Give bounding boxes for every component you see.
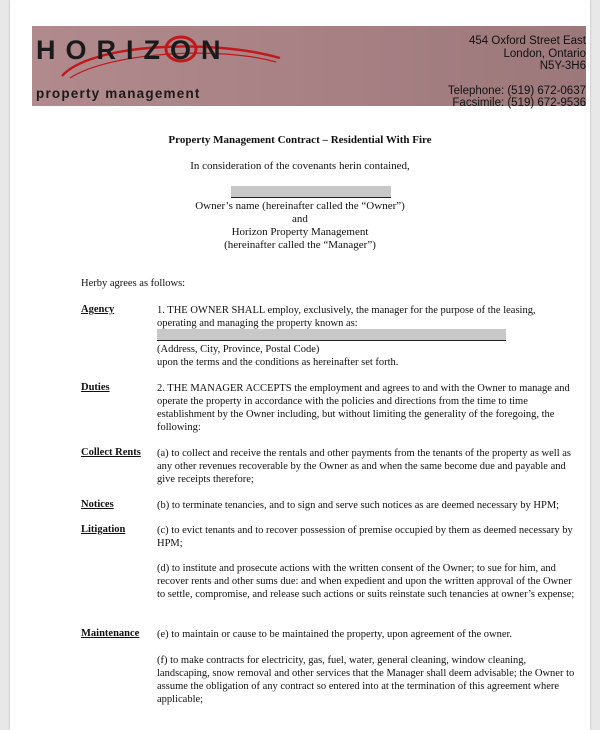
address-city: London, Ontario (503, 47, 586, 60)
intro-and: and (292, 213, 308, 225)
document-title: Property Management Contract – Residential With Fire (168, 134, 432, 146)
section-label-agency: Agency (81, 304, 115, 315)
maintenance-text-f: (f) to make contracts for electricity, gas, fuel, water, general cleaning, window cleaning, landscaping, snow removal and other services that the Manager shall deem advisable; the Owner to assume the obligation of any contract so entered into at the termination of this agreement where applicable; (157, 655, 575, 705)
section-label-notices: Notices (81, 499, 114, 510)
address-street: 454 Oxford Street East (469, 35, 586, 47)
owner-name-caption: Owner’s name (hereinafter called the “Owner”) (195, 200, 405, 212)
maintenance-text-e: (e) to maintain or cause to be maintained the property, upon agreement of the owner. (157, 629, 513, 640)
company-logo: HORIZON (36, 35, 231, 65)
company-address (448, 35, 586, 110)
litigation-text-c: (c) to evict tenants and to recover possession of premise occupied by them as deemed necessary by HPM; (157, 525, 573, 549)
section-label-duties: Duties (81, 382, 110, 393)
notices-text: (b) to terminate tenancies, and to sign and serve such notices as are deemed necessary by HPM; (157, 500, 560, 511)
agency-text: 1. THE OWNER SHALL employ, exclusively, the manager for the purpose of the leasing, operating and managing the property known as: (157, 305, 536, 329)
collect-rents-text: (a) to collect and receive the rentals and other payments from the tenants of the property as well as any other revenues recoverable by the Owner as and when the same become due and payable and give receipts therefore; (157, 448, 572, 485)
duties-text: 2. THE MANAGER ACCEPTS the employment and agrees to and with the Owner to manage and operate the property in accordance with the policies and directions from the time to time establishment by the Owner including, but without limiting the generality of the foregoing, the following: (157, 383, 570, 433)
litigation-text-d: (d) to institute and prosecute actions with the written consent of the Owner; to sue for him, and recover rents and other sums due: and when expedient and upon the written approval of the Owner to settle, compromise, and release such actions or suits reinstate such tenancies at owner’s expense; (157, 563, 575, 600)
agency-after-text: upon the terms and the conditions as hereinafter set forth. (157, 357, 399, 368)
agrees-line: Herby agrees as follows: (81, 278, 186, 289)
property-address-underline (157, 340, 506, 341)
address-caption: (Address, City, Province, Postal Code) (157, 344, 320, 355)
section-label-maintenance: Maintenance (81, 628, 140, 639)
manager-caption: (hereinafter called the “Manager”) (224, 239, 376, 251)
owner-name-underline (231, 197, 391, 198)
company-logo-subtitle: property management (36, 86, 201, 101)
company-name: Horizon Property Management (231, 226, 369, 238)
facsimile: Facsimile: (519) 672-9536 (452, 97, 586, 109)
address-postal: N5Y-3H6 (539, 60, 586, 72)
telephone: Telephone: (519) 672-0637 (447, 84, 586, 97)
section-label-collect-rents: Collect Rents (81, 447, 141, 458)
intro-line: In consideration of the covenants herin contained, (190, 160, 410, 172)
section-label-litigation: Litigation (81, 524, 126, 535)
